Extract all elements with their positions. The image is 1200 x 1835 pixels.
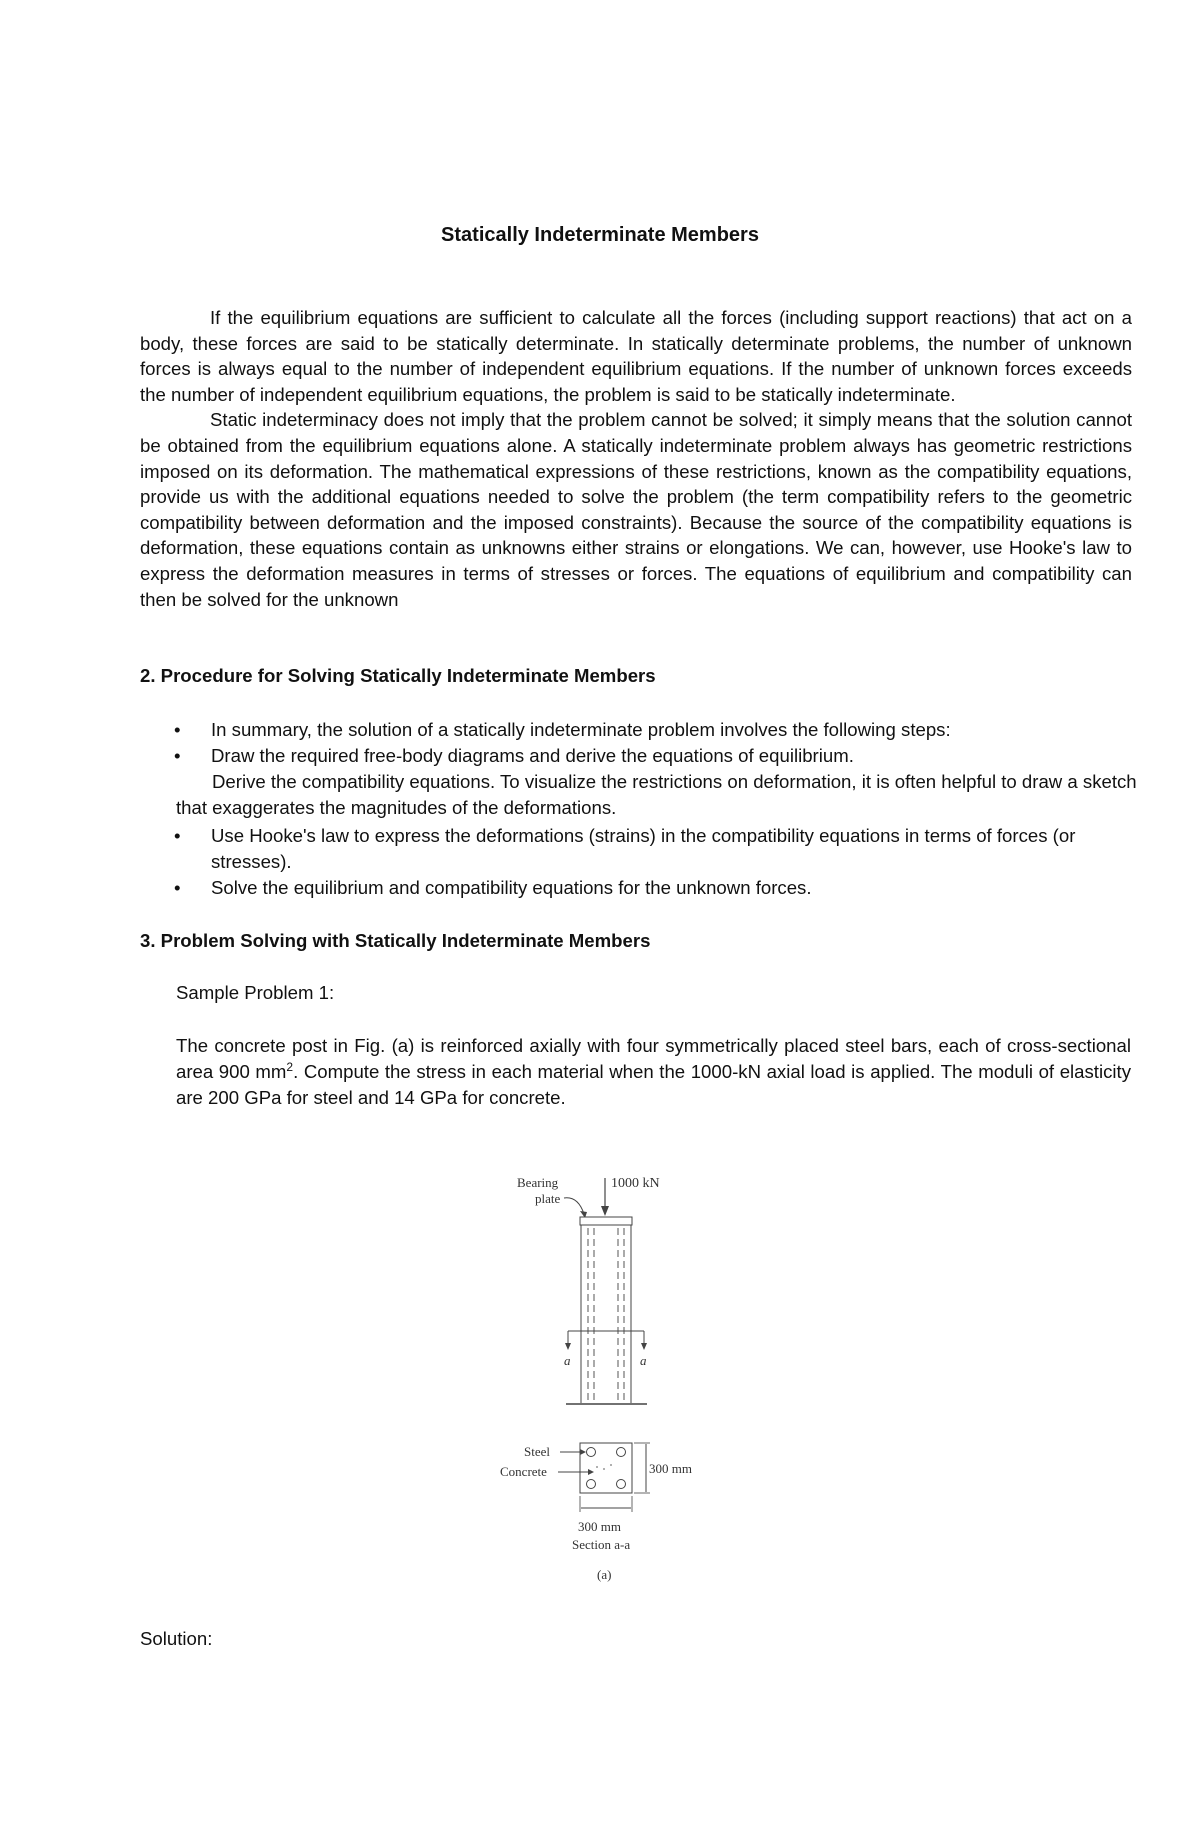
list-item [140, 823, 1132, 874]
bearing-label-line-2: plate [535, 1191, 561, 1206]
page-title: Statically Indeterminate Members [441, 224, 759, 246]
steel-bars-hidden [588, 1228, 624, 1403]
problem-statement [176, 1033, 1131, 1111]
concrete-dot [603, 1468, 605, 1470]
cross-section-outline [580, 1443, 632, 1493]
bullet-icon: • [174, 745, 181, 766]
concrete-label: Concrete [500, 1464, 547, 1479]
bearing-plate [580, 1217, 632, 1225]
cut-label-left: a [564, 1353, 571, 1368]
load-label: 1000 kN [611, 1176, 660, 1191]
problem-text-part-2: . Compute the stress in each material when the 1000-kN axial load is applied. The moduli of elasticity are 200 GPa for steel and 14 GPa for concrete. [176, 1061, 1131, 1108]
list-item-text: In summary, the solution of a statically indeterminate problem involves the following steps: [211, 719, 951, 740]
intro-section [140, 305, 1132, 612]
list-item-text: Draw the required free-body diagrams and derive the equations of equilibrium. [211, 745, 854, 766]
section-3-heading: 3. Problem Solving with Statically Indeterminate Members [140, 930, 651, 951]
dim-vertical-label: 300 mm [649, 1461, 692, 1476]
bullet-icon: • [174, 877, 181, 898]
section-label: Section a-a [572, 1537, 631, 1552]
section-2-heading: 2. Procedure for Solving Statically Indeterminate Members [140, 665, 656, 686]
section-cut-right-arrowhead [641, 1343, 647, 1350]
list-item [140, 743, 1132, 769]
bearing-label-line-1: Bearing [517, 1175, 559, 1190]
list-item [140, 875, 1132, 901]
dim-horizontal-label: 300 mm [578, 1519, 621, 1534]
bullet-icon: • [174, 825, 181, 846]
problem-text-part-1: The concrete post in Fig. (a) is reinforced axially with four symmetrically placed steel bars, each of cross-sectional area 900 mm [176, 1035, 1131, 1082]
list-item-text: Use Hooke's law to express the deformations (strains) in the compatibility equations in terms of forces (or stresses). [211, 825, 1076, 872]
bullet-icon: • [174, 719, 181, 740]
intro-paragraph-2: Static indeterminacy does not imply that the problem cannot be solved; it simply means that the solution cannot be obtained from the equilibrium equations alone. A statically indeterminate problem always has geometric restrictions imposed on its deformation. The mathematical expressions of these restrictions, known as the compatibility equations, provide us with the additional equations needed to solve the problem (the term compatibility refers to the geometric compatibility between deformation and the imposed constraints). Because the source of the compatibility equations is deformation, these equations contain as unknowns either strains or elongations. We can, however, use Hooke's law to express the deformation measures in terms of stresses or forces. The equations of equilibrium and compatibility can then be solved for the unknown [140, 409, 1132, 610]
steel-label: Steel [524, 1444, 550, 1459]
list-item-text: Derive the compatibility equations. To visualize the restrictions on deformation, it is often helpful to draw a sketch that exaggerates the magnitudes of the deformations. [176, 771, 1137, 818]
load-arrow-head [601, 1206, 609, 1216]
intro-paragraph-1: If the equilibrium equations are sufficient to calculate all the forces (including support reactions) that act on a body, these forces are said to be statically determinate. In statically determinate problems, the number of unknown forces is always equal to the number of independent equilibrium equations. If the number of unknown forces exceeds the number of independent equilibrium equations, the problem is said to be statically indeterminate. [140, 307, 1132, 405]
sample-problem-label: Sample Problem 1: [176, 982, 335, 1003]
concrete-dot [610, 1464, 612, 1466]
cut-label-right: a [640, 1353, 647, 1368]
problem-superscript: 2 [286, 1059, 294, 1074]
concrete-post-figure [480, 1160, 720, 1590]
section-cut-left-arrowhead [565, 1343, 571, 1350]
figure-caption: (a) [597, 1567, 612, 1582]
list-item [140, 717, 1132, 743]
solution-label: Solution: [140, 1628, 213, 1649]
concrete-dot [596, 1466, 598, 1468]
list-item-text: Solve the equilibrium and compatibility equations for the unknown forces. [211, 877, 812, 898]
